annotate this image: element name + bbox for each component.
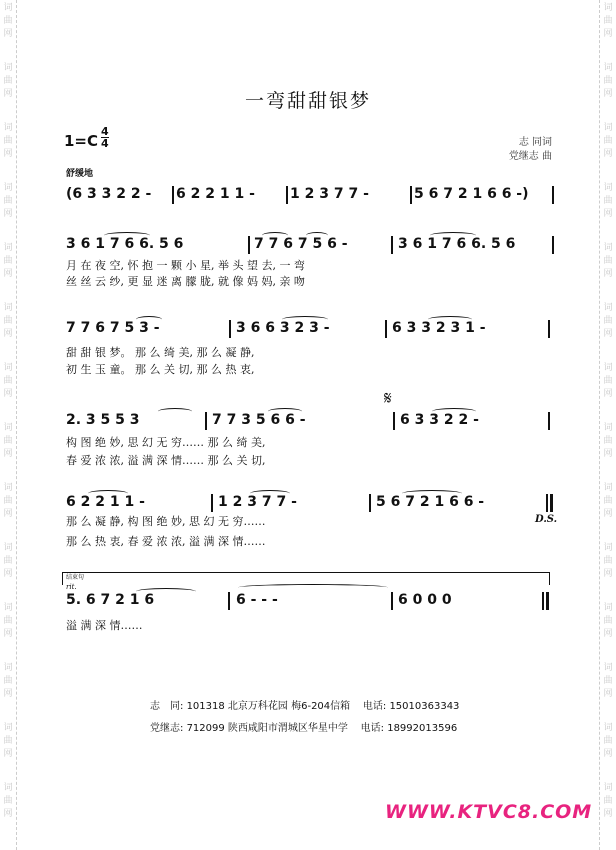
watermark-glyph: 网 [3,389,13,399]
lyricist-credit: 志 同词 [518,137,552,148]
measure-notes: 2. 3 5 5 3 [66,412,140,428]
barline [205,412,207,430]
watermark-glyph: 网 [603,209,613,219]
segno-sign: 𝄋 [384,388,392,409]
watermark-glyph: 曲 [603,736,613,746]
watermark-glyph: 曲 [3,676,13,686]
measure-notes: (6 3 3 2 2 - [66,186,152,202]
lyric-verse-1: 那 么 凝 静, 构 图 绝 妙, 思 幻 无 穷…… [66,515,266,528]
contact-line [150,719,457,734]
watermark-glyph: 词 [603,183,613,193]
watermark-glyph: 网 [603,509,613,519]
measure-notes: 3 6 1 7 6 6. 5 6 [66,236,184,252]
barline [391,592,393,610]
watermark-glyph: 网 [3,29,13,39]
watermark-glyph: 曲 [603,616,613,626]
measure-notes: 6 - - - [236,592,278,608]
dal-segno: D.S. [535,514,558,525]
watermark-glyph: 曲 [3,616,13,626]
contact-phone: 18992013596 [387,723,458,734]
watermark-glyph: 词 [603,63,613,73]
watermark-glyph: 网 [603,389,613,399]
watermark-glyph: 词 [3,63,13,73]
contact-address: 101318 北京万科花园 梅6-204信箱 [186,701,351,712]
measure-notes: 7 7 3 5 6 6 - [212,412,306,428]
watermark-glyph: 曲 [3,376,13,386]
watermark-glyph: 词 [603,723,613,733]
barline [286,186,288,204]
composer-credit: 党继志 曲 [508,151,552,162]
barline [410,186,412,204]
watermark-glyph: 词 [3,663,13,673]
measure-notes: 6 3 3 2 3 1 - [392,320,486,336]
watermark-glyph: 词 [603,3,613,13]
measure-notes: 7 7 6 7 5 6 - [254,236,348,252]
meter-bottom: 4 [101,137,109,150]
watermark-glyph: 词 [603,123,613,133]
contact-phone-label: 电话: [362,701,387,712]
watermark-glyph: 词 [603,423,613,433]
watermark-glyph: 词 [3,363,13,373]
lyric-verse-1: 溢 满 深 情…… [66,619,143,632]
barline [172,186,174,204]
measure-notes: 1 2 3 7 7 - [218,494,297,510]
watermark-glyph: 词 [3,3,13,13]
watermark-glyph: 网 [603,629,613,639]
watermark-glyph: 网 [603,809,613,819]
measure-notes: 3 6 1 7 6 6. 5 6 [398,236,516,252]
watermark-glyph: 词 [3,783,13,793]
lyric-verse-1: 甜 甜 银 梦。 那 么 绮 美, 那 么 凝 静, [66,346,255,359]
watermark-glyph: 词 [603,543,613,553]
watermark-glyph: 曲 [3,436,13,446]
watermark-glyph: 词 [3,243,13,253]
barline [229,320,231,338]
watermark-left [0,0,17,850]
lyric-verse-1: 月 在 夜 空, 怀 抱 一 颗 小 星, 举 头 望 去, 一 弯 [66,259,305,272]
measure-notes: 6 2 2 1 1 - [176,186,255,202]
contact-name: 志 同: [150,701,184,712]
contact-phone-label: 电话: [360,723,385,734]
watermark-glyph: 曲 [3,136,13,146]
watermark-glyph: 网 [3,149,13,159]
watermark-glyph: 词 [3,723,13,733]
watermark-glyph: 网 [603,689,613,699]
watermark-glyph: 曲 [603,676,613,686]
barline [391,236,393,254]
watermark-glyph: 网 [603,89,613,99]
watermark-glyph: 曲 [3,736,13,746]
repeat-barline [550,494,553,512]
watermark-glyph: 曲 [603,136,613,146]
barline [393,412,395,430]
watermark-glyph: 网 [3,509,13,519]
watermark-glyph: 词 [3,423,13,433]
watermark-glyph: 曲 [603,256,613,266]
watermark-glyph: 网 [603,269,613,279]
contact-address: 712099 陕西咸阳市渭城区华星中学 [186,723,348,734]
watermark-glyph: 词 [603,243,613,253]
watermark-glyph: 曲 [3,76,13,86]
slur [158,408,192,415]
watermark-glyph: 网 [603,149,613,159]
barline [552,236,554,254]
watermark-glyph: 曲 [603,316,613,326]
barline [228,592,230,610]
lyric-verse-2: 那 么 热 衷, 春 爱 浓 浓, 溢 满 深 情…… [66,535,266,548]
measure-notes: 5. 6 7 2 1 6 [66,592,155,608]
lyric-verse-2: 丝 丝 云 纱, 更 显 迷 离 朦 胧, 就 像 妈 妈, 亲 吻 [66,275,305,288]
watermark-glyph: 曲 [603,556,613,566]
song-title: 一弯甜甜银梦 [244,90,371,112]
barline [369,494,371,512]
watermark-glyph: 词 [3,543,13,553]
watermark-glyph: 网 [603,329,613,339]
watermark-glyph: 网 [3,689,13,699]
measure-notes: 3 6 6 3 2 3 - [236,320,330,336]
watermark-glyph: 词 [603,603,613,613]
watermark-glyph: 网 [3,809,13,819]
watermark-glyph: 曲 [603,16,613,26]
watermark-glyph: 网 [603,29,613,39]
watermark-glyph: 词 [3,483,13,493]
watermark-glyph: 网 [3,269,13,279]
watermark-glyph: 网 [3,569,13,579]
measure-notes: 5 6 7 2 1 6 6 -) [414,186,529,202]
watermark-glyph: 网 [3,449,13,459]
barline [548,412,550,430]
measure-notes: 1 2 3 7 7 - [290,186,369,202]
watermark-glyph: 曲 [3,16,13,26]
watermark-glyph: 网 [3,209,13,219]
watermark-glyph: 网 [3,629,13,639]
watermark-glyph: 网 [3,89,13,99]
watermark-glyph: 网 [603,569,613,579]
watermark-glyph: 曲 [603,76,613,86]
watermark-glyph: 词 [3,603,13,613]
final-barline [542,592,544,610]
measure-notes: 6 0 0 0 [398,592,452,608]
lyric-verse-2: 初 生 玉 童。 那 么 关 切, 那 么 热 衷, [66,363,255,376]
watermark-glyph: 词 [603,663,613,673]
contact-phone: 15010363343 [389,701,460,712]
measure-notes: 7 7 6 7 5 3 - [66,320,160,336]
measure-notes: 6 3 3 2 2 - [400,412,479,428]
key-signature: 1=C [64,132,99,150]
time-signature [101,126,109,149]
watermark-glyph: 词 [3,183,13,193]
ritardando: rit. [66,583,77,591]
watermark-glyph: 网 [603,449,613,459]
watermark-glyph: 曲 [603,376,613,386]
watermark-glyph: 曲 [3,256,13,266]
watermark-glyph: 网 [3,749,13,759]
watermark-glyph: 曲 [603,436,613,446]
barline [248,236,250,254]
lyric-verse-1: 构 图 绝 妙, 思 幻 无 穷…… 那 么 绮 美, [66,436,266,449]
tempo-marking: 舒缓地 [66,169,94,179]
watermark-glyph: 曲 [3,196,13,206]
barline [211,494,213,512]
watermark-glyph: 曲 [3,316,13,326]
repeat-barline [546,494,548,512]
lyric-verse-2: 春 爱 浓 浓, 溢 满 深 情…… 那 么 关 切, [66,454,266,467]
watermark-glyph: 词 [3,303,13,313]
watermark-glyph: 网 [3,329,13,339]
barline [385,320,387,338]
watermark-glyph: 词 [3,123,13,133]
site-logo-url[interactable]: WWW.KTVC8.COM [385,801,593,823]
final-barline [546,592,549,610]
watermark-glyph: 曲 [3,796,13,806]
ending-label: 结束句 [66,574,85,581]
tie [238,584,388,591]
watermark-glyph: 词 [603,303,613,313]
watermark-glyph: 曲 [3,496,13,506]
measure-notes: 6 2 2 1 1 - [66,494,145,510]
watermark-glyph: 曲 [603,796,613,806]
watermark-glyph: 曲 [603,496,613,506]
watermark-right [599,0,616,850]
watermark-glyph: 曲 [603,196,613,206]
watermark-glyph: 词 [603,483,613,493]
watermark-glyph: 词 [603,363,613,373]
watermark-glyph: 曲 [3,556,13,566]
barline [548,320,550,338]
contact-line [150,697,459,712]
watermark-glyph: 网 [603,749,613,759]
contact-name: 党继志: [150,723,184,734]
measure-notes: 5 6 7 2 1 6 6 - [376,494,485,510]
barline [552,186,554,204]
meter-top: 4 [101,125,109,138]
watermark-glyph: 词 [603,783,613,793]
